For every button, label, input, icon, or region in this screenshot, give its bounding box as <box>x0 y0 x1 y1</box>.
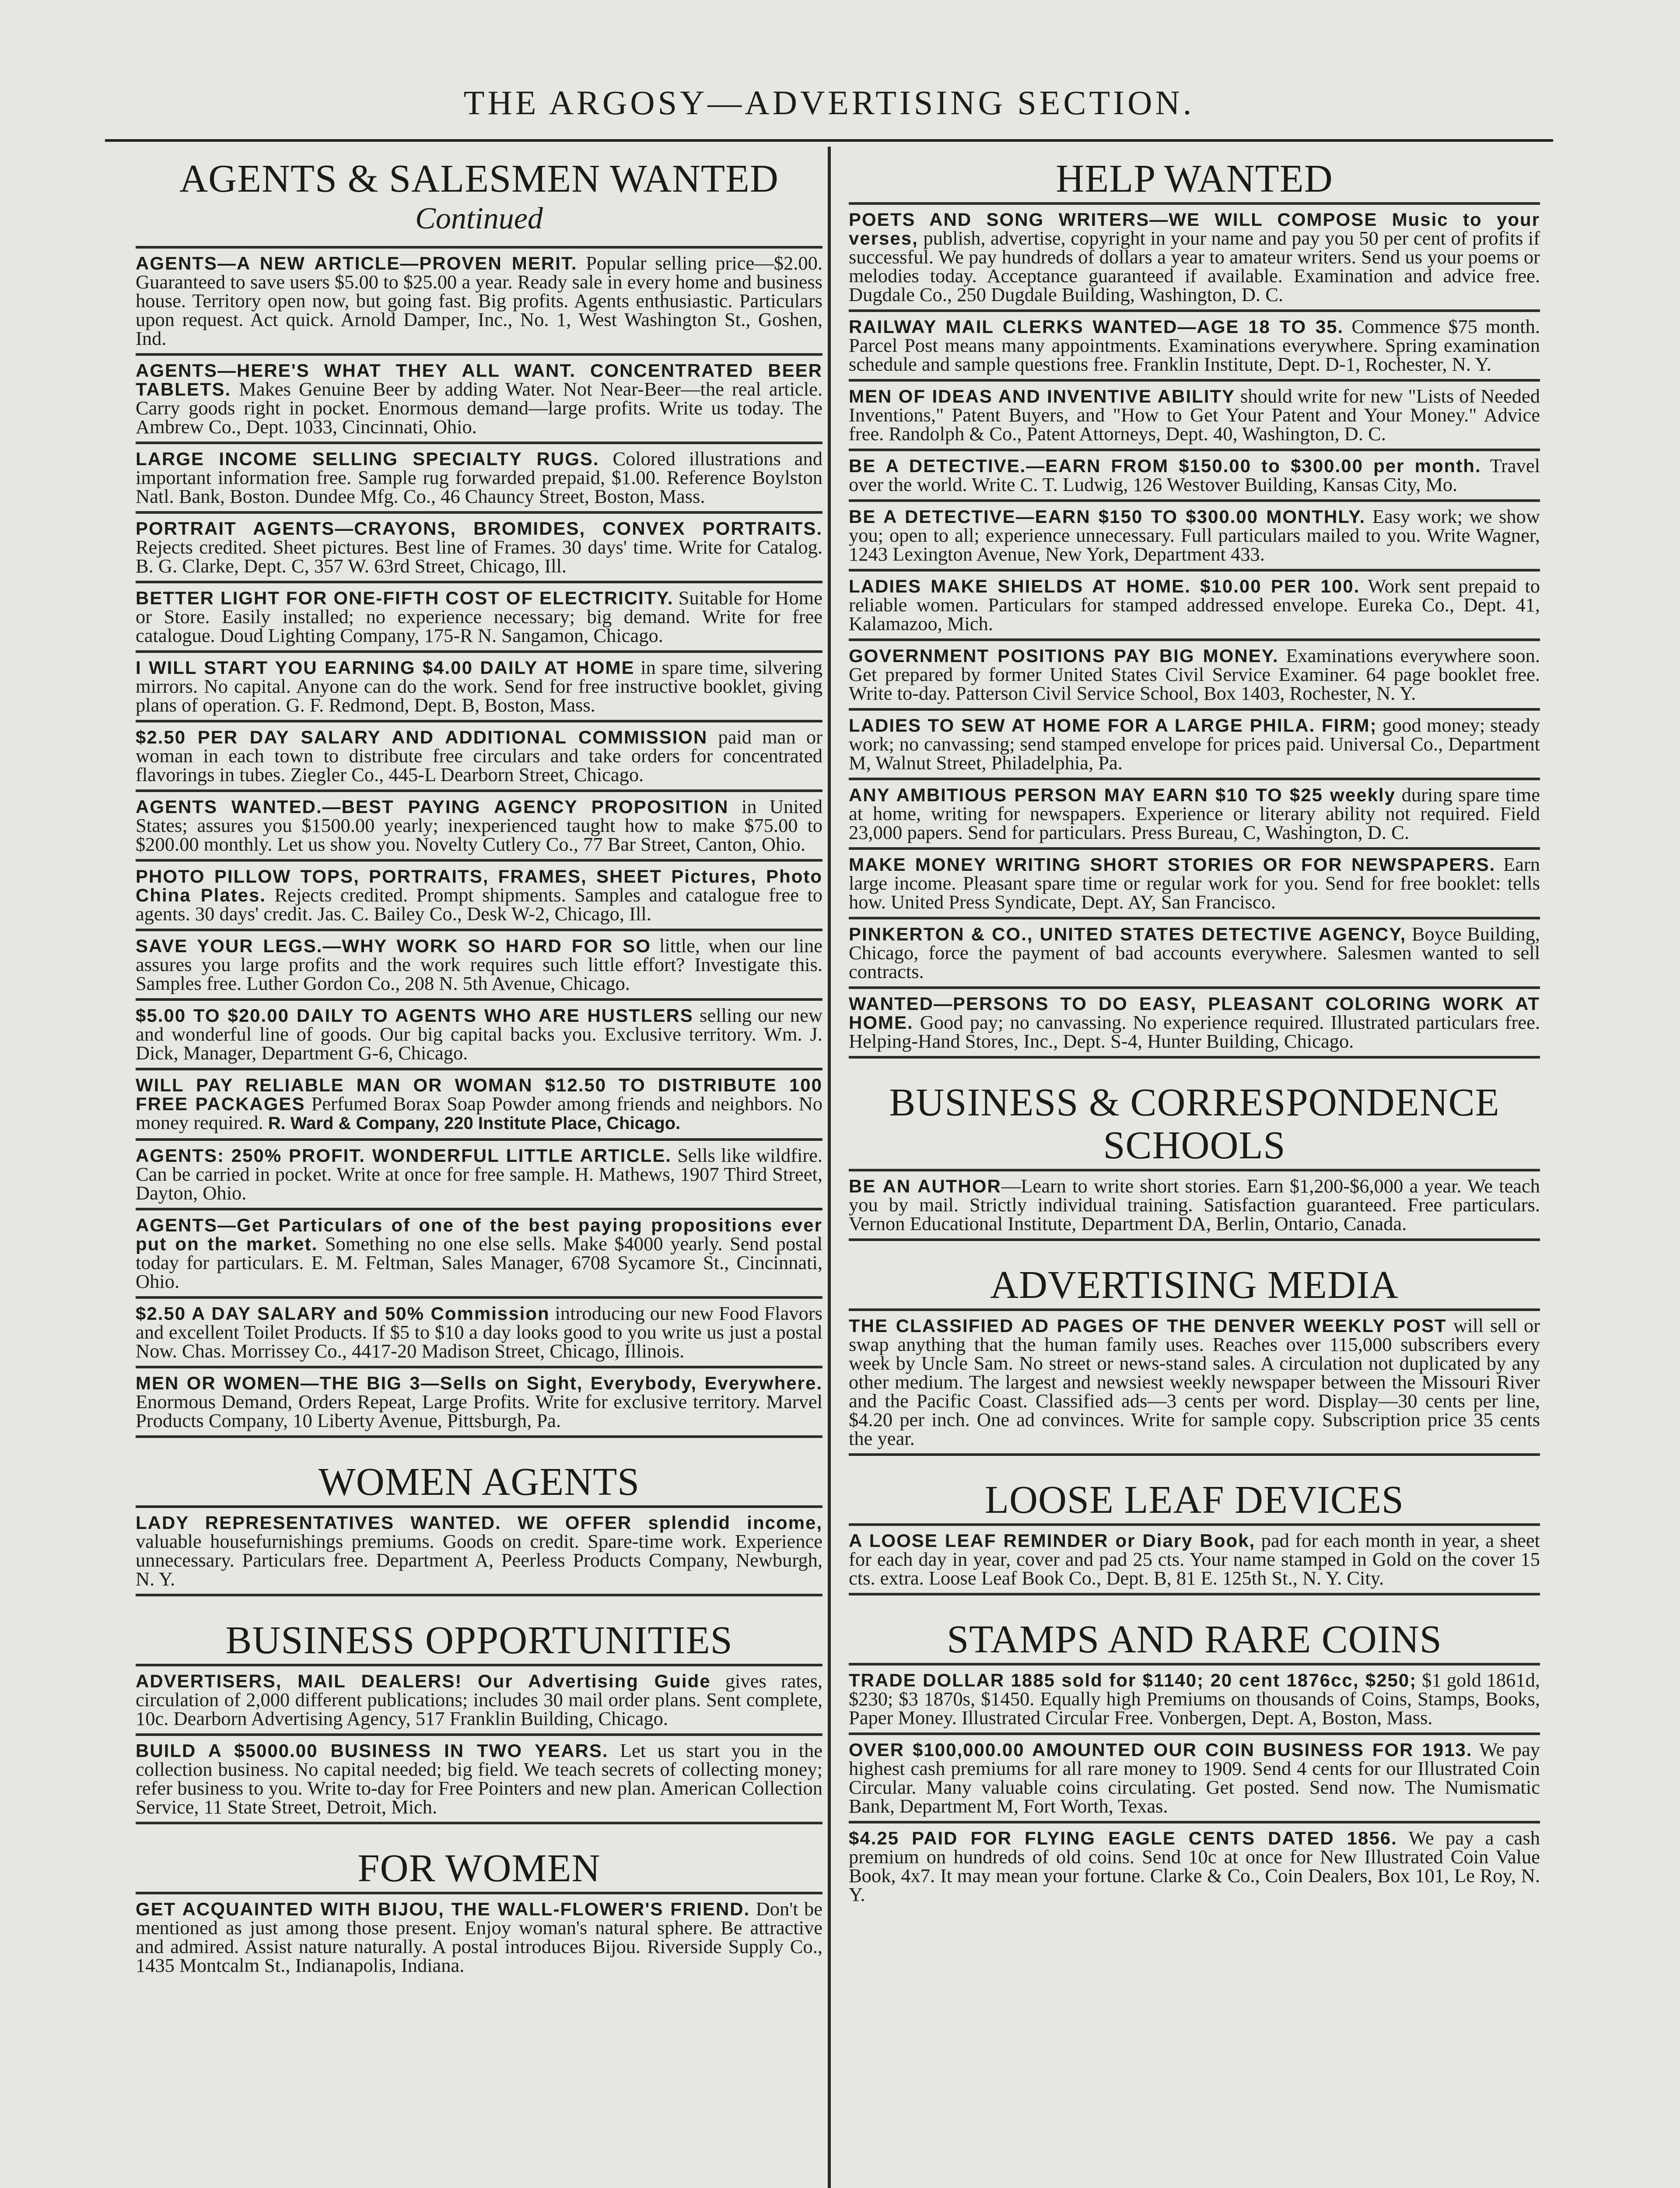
ad-listing <box>849 847 1540 917</box>
ad-lead: AGENTS—HERE'S WHAT THEY ALL WANT. CONCENTRATED BEER TABLETS. <box>136 360 822 400</box>
ad-lead: LADIES TO SEW AT HOME FOR A LARGE PHILA. FIRM; <box>849 715 1377 736</box>
ad-listing <box>136 1208 822 1296</box>
right-column <box>849 153 1540 2188</box>
ad-body: will sell or swap anything that the human family uses. Reaches over 115,000 subscribers every week by Uncle Sam. No street or news-stand sales. A circulation not duplicated by any other medium. The largest and newsiest weekly newspaper between the Missouri River and the Pacific Coast. Classified ads—3 cents per word. Display—30 cents per line, $4.20 per inch. One ad convinces. Write for sample copy. Subscription price 35 cents the year. <box>849 1315 1540 1449</box>
ad-listing <box>849 986 1540 1056</box>
ad-body: good money; steady work; no canvassing; send stamped envelope for prices paid. Universal Co., Department M, Walnut Street, Philadelphia, Pa. <box>849 714 1540 774</box>
section-title: BUSINESS & CORRESPONDENCE SCHOOLS <box>889 1081 1500 1167</box>
ad-body: little, when our line assures you large profits and the work requires such little effort? Investigate this. Samples free. Luther Gordon Co., 208 N. 5th Avenue, Chicago. <box>136 935 822 994</box>
section-subtitle: Continued <box>415 202 543 235</box>
section-help-wanted <box>849 158 1540 1056</box>
ad-body: selling our new and wonderful line of goods. Our big capital backs you. Exclusive territory. Wm. J. Dick, Manager, Department G-6, Chicago. <box>136 1004 822 1064</box>
ad-lead: WANTED—PERSONS TO DO EASY, PLEASANT COLORING WORK AT HOME. <box>849 993 1540 1033</box>
ad-body: $1 gold 1861d, $230; $3 1870s, $1450. Equally high Premiums on thousands of Coins, Stamps, Books, Paper Money. Illustrated Circular Free. Vonbergen, Dept. A, Boston, Mass. <box>849 1669 1540 1729</box>
ad-lead: BE AN AUTHOR <box>849 1176 1001 1196</box>
ad-lead: MAKE MONEY WRITING SHORT STORIES OR FOR NEWSPAPERS. <box>849 854 1496 875</box>
ad-body: Commence $75 month. Parcel Post means many appointments. Examinations everywhere. Spring examination schedule and sample questions free. Franklin Institute, Dept. D-1, Rochester, N. Y. <box>849 316 1540 375</box>
ad-listing <box>849 1523 1540 1593</box>
ad-body: Work sent prepaid to reliable women. Particulars for stamped addressed envelope. Eureka Co., Dept. 41, Kalamazoo, Mich. <box>849 575 1540 635</box>
section-business-opportunities <box>136 1594 822 1822</box>
ad-listing <box>136 1733 822 1822</box>
ad-lead: $4.25 PAID FOR FLYING EAGLE CENTS DATED 1856. <box>849 1828 1397 1848</box>
ad-body: Let us start you in the collection business. No capital needed; big field. We teach secrets of collecting money; refer business to you. Write to-day for Free Pointers and new plan. American Collection Service, 11 State Street, Detroit, Mich. <box>136 1739 822 1818</box>
ad-listing <box>849 449 1540 499</box>
ad-tail: R. Ward & Company, 220 Institute Place, Chicago. <box>268 1114 681 1133</box>
ad-listing <box>136 929 822 998</box>
ad-body: Travel over the world. Write C. T. Ludwig, 126 Westover Building, Kansas City, Mo. <box>849 455 1540 495</box>
ad-listing <box>849 638 1540 708</box>
ad-listing <box>849 1732 1540 1821</box>
ad-listing <box>849 778 1540 847</box>
ad-listing <box>136 353 822 442</box>
ad-listing <box>849 1821 1540 1909</box>
ad-listing <box>136 859 822 929</box>
ad-lead: $5.00 TO $20.00 DAILY TO AGENTS WHO ARE HUSTLERS <box>136 1005 693 1026</box>
ad-listing <box>136 581 822 650</box>
ad-lead: GOVERNMENT POSITIONS PAY BIG MONEY. <box>849 645 1279 666</box>
ad-lead: AGENTS—A NEW ARTICLE—PROVEN MERIT. <box>136 253 578 274</box>
section-title: LOOSE LEAF DEVICES <box>985 1478 1404 1522</box>
ad-lead: RAILWAY MAIL CLERKS WANTED—AGE 18 TO 35. <box>849 316 1344 337</box>
ad-listing <box>849 569 1540 638</box>
section-title: AGENTS & SALESMEN WANTED <box>179 157 779 200</box>
ad-body: Suitable for Home or Store. Easily installed; no experience necessary; big demand. Write for free catalogue. Doud Lighting Company, 175-R N. Sangamon, Chicago. <box>136 587 822 646</box>
header-rule <box>105 139 1553 142</box>
ad-lead: TRADE DOLLAR 1885 sold for $1140; 20 cent 1876cc, $250; <box>849 1670 1417 1690</box>
ad-body: Makes Genuine Beer by adding Water. Not Near-Beer—the real article. Carry goods right in pocket. Enormous demand—large profits. Write us today. The Ambrew Co., Dept. 1033, Cincinnati, Ohio. <box>136 378 822 438</box>
ad-body: Easy work; we show you; open to all; experience unnecessary. Full particulars mailed to you. Write Wagner, 1243 Lexington Avenue, New York, Department 433. <box>849 505 1540 565</box>
section-for-women <box>136 1822 822 1980</box>
ad-body: in spare time, silvering mirrors. No capital. Anyone can do the work. Send for free instructive booklet, giving plans of operation. G. F. Redmond, Dept. B, Boston, Mass. <box>136 656 822 716</box>
ad-listing <box>136 1296 822 1366</box>
ad-listing <box>136 1505 822 1594</box>
ad-body: Don't be mentioned as just among those present. Enjoy woman's natural sphere. Be attractive and admired. Assist nature naturally. A postal introduces Bijou. Riverside Supply Co., 1435 Montcalm St., Indianapolis, Indiana. <box>136 1898 822 1976</box>
ad-body: Examinations everywhere soon. Get prepared by former United States Civil Service Examiner. 64 page booklet free. Write to-day. Patterson Civil Service School, Box 1403, Rochester, N. Y. <box>849 645 1540 704</box>
section-agents-salesmen-wanted <box>136 158 822 1435</box>
ad-listing <box>136 1664 822 1733</box>
ad-body: Rejects credited. Sheet pictures. Best line of Frames. 30 days' time. Write for Catalog. B. G. Clarke, Dept. C, 357 W. 63rd Street, Chicago, Ill. <box>136 536 822 577</box>
ad-listing <box>849 1169 1540 1238</box>
ad-body: Boyce Building, Chicago, force the payment of bad accounts everywhere. Salesmen wanted to sell contracts. <box>849 923 1540 982</box>
ad-listing <box>849 1308 1540 1453</box>
ad-lead: AGENTS—Get Particulars of one of the best paying propositions ever put on the market. <box>136 1215 822 1254</box>
ad-body: Popular selling price—$2.00. Guaranteed to save users $5.00 to $25.00 a year. Ready sale in every home and business house. Territory open now, but going fast. Big profits. Agents enthusiastic. Particulars upon request. Act quick. Arnold Damper, Inc., No. 1, West Washington St., Goshen, Ind. <box>136 252 822 349</box>
ad-listing <box>136 1068 822 1138</box>
ad-listing <box>136 720 822 789</box>
ad-body: in United States; assures you $1500.00 yearly; inexperienced taught how to make $75.00 to $200.00 monthly. Let us show you. Novelty Cutlery Co., 77 Bar Street, Canton, Ohio. <box>136 796 822 855</box>
ad-lead: A LOOSE LEAF REMINDER or Diary Book, <box>849 1530 1256 1551</box>
section-title: FOR WOMEN <box>357 1847 601 1890</box>
ad-listing <box>136 246 822 353</box>
ad-body: We pay a cash premium on hundreds of old coins. Send 10c at once for New Illustrated Coin Value Book, 4x7. It may mean your fortune. Clarke & Co., Coin Dealers, Box 101, Le Roy, N. Y. <box>849 1827 1540 1905</box>
ad-lead: PINKERTON & CO., UNITED STATES DETECTIVE AGENCY, <box>849 924 1407 944</box>
ad-body: Sells like wildfire. Can be carried in pocket. Write at once for free sample. H. Mathews, 1907 Third Street, Dayton, Ohio. <box>136 1144 822 1204</box>
ad-body: Good pay; no canvassing. No experience required. Illustrated particulars free. Helping-Hand Stores, Inc., Dept. S-4, Hunter Building, Chicago. <box>849 1011 1540 1052</box>
ad-lead: ANY AMBITIOUS PERSON MAY EARN $10 TO $25 weekly <box>849 785 1396 805</box>
ad-lead: BE A DETECTIVE.—EARN FROM $150.00 to $300.00 per month. <box>849 456 1481 476</box>
ad-lead: ADVERTISERS, MAIL DEALERS! Our Advertising Guide <box>136 1671 711 1691</box>
ad-body: valuable housefurnishings premiums. Goods on credit. Spare-time work. Experience unnecessary. Particulars free. Department A, Peerless Products Company, Newburgh, N. Y. <box>136 1530 822 1590</box>
ad-body: —Learn to write short stories. Earn $1,200-$6,000 a year. We teach you by mail. Strictly individual training. Satisfaction guaranteed. Free particulars. Vernon Educational Institute, Department DA, Berlin, Ontario, Canada. <box>849 1175 1540 1234</box>
ad-listing <box>849 499 1540 569</box>
ad-lead: PORTRAIT AGENTS—CRAYONS, BROMIDES, CONVEX PORTRAITS. <box>136 518 822 539</box>
section-title: ADVERTISING MEDIA <box>990 1263 1399 1307</box>
section-title: HELP WANTED <box>1056 157 1333 200</box>
ad-body: We pay highest cash premiums for all rare money to 1909. Send 4 cents for our Illustrated Coin Circular. Many valuable coins circulating. Get posted. Send now. The Numismatic Bank, Department M, Fort Worth, Texas. <box>849 1739 1540 1817</box>
ad-body: introducing our new Food Flavors and excellent Toilet Products. If $5 to $10 a day looks good to you write us just a postal Now. Chas. Morrissey Co., 4417-20 Madison Street, Chicago, Illinois. <box>136 1302 822 1362</box>
section-women-agents <box>136 1435 822 1594</box>
ad-body: pad for each month in year, a sheet for each day in year, cover and pad 25 cts. Your name stamped in Gold on the cover 15 cts. extra. Loose Leaf Book Co., Dept. B, 81 E. 125th St., N. Y. City. <box>849 1529 1540 1589</box>
ad-lead: MEN OR WOMEN—THE BIG 3—Sells on Sight, Everybody, Everywhere. <box>136 1373 822 1393</box>
ad-body: Enormous Demand, Orders Repeat, Large Profits. Write for exclusive territory. Marvel Products Company, 10 Liberty Avenue, Pittsburgh, Pa. <box>136 1391 822 1431</box>
ad-body: should write for new "Lists of Needed Inventions," Patent Buyers, and "How to Get Your Patent and Your Money." Advice free. Randolph & Co., Patent Attorneys, Dept. 40, Washington, D. C. <box>849 385 1540 445</box>
ad-lead: POETS AND SONG WRITERS—WE WILL COMPOSE Music to your verses, <box>849 209 1540 249</box>
ad-listing <box>136 650 822 720</box>
section-business-correspondence-schools <box>849 1056 1540 1238</box>
section-advertising-media <box>849 1238 1540 1453</box>
ad-lead: WILL PAY RELIABLE MAN OR WOMAN $12.50 TO DISTRIBUTE 100 FREE PACKAGES <box>136 1075 822 1114</box>
ad-listing <box>136 1366 822 1435</box>
ad-lead: MEN OF IDEAS AND INVENTIVE ABILITY <box>849 386 1236 407</box>
ad-lead: AGENTS WANTED.—BEST PAYING AGENCY PROPOSITION <box>136 796 729 817</box>
ad-listing <box>136 511 822 581</box>
left-column <box>136 153 822 2188</box>
ad-listing <box>849 309 1540 379</box>
column-divider <box>828 147 831 2188</box>
ad-lead: OVER $100,000.00 AMOUNTED OUR COIN BUSINESS FOR 1913. <box>849 1739 1473 1760</box>
ad-listing <box>849 202 1540 309</box>
ad-body: Perfumed Borax Soap Powder among friends and neighbors. No money required. <box>136 1093 822 1133</box>
ad-body: publish, advertise, copyright in your name and pay you 50 per cent of profits if successful. We pay hundreds of dollars a year to amateur writers. Send us your poems or melodies today. Acceptance guaranteed if available. Examination and advice free. Dugdale Co., 250 Dugdale Building, Washington, D. C. <box>849 227 1540 305</box>
section-stamps-and-rare-coins <box>849 1593 1540 1909</box>
ad-lead: GET ACQUAINTED WITH BIJOU, THE WALL-FLOWER'S FRIEND. <box>136 1899 750 1919</box>
ad-listing <box>136 998 822 1068</box>
ad-listing <box>849 1663 1540 1732</box>
ad-body: Colored illustrations and important information free. Sample rug forwarded prepaid, $1.00. Reference Boylston Natl. Bank, Boston. Dundee Mfg. Co., 46 Chauncy Street, Boston, Mass. <box>136 448 822 507</box>
ad-listing <box>849 917 1540 986</box>
ad-lead: $2.50 A DAY SALARY and 50% Commission <box>136 1303 550 1324</box>
ad-lead: PHOTO PILLOW TOPS, PORTRAITS, FRAMES, SHEET Pictures, Photo China Plates. <box>136 866 822 905</box>
ad-listing <box>136 1892 822 1980</box>
section-title: WOMEN AGENTS <box>318 1460 640 1504</box>
ad-lead: I WILL START YOU EARNING $4.00 DAILY AT HOME <box>136 657 635 678</box>
ad-listing <box>136 789 822 859</box>
ad-body: Something no one else sells. Make $4000 yearly. Send postal today for particulars. E. M. Feltman, Sales Manager, 6708 Sycamore St., Cincinnati, Ohio. <box>136 1233 822 1292</box>
ad-lead: LADIES MAKE SHIELDS AT HOME. $10.00 PER 100. <box>849 576 1360 596</box>
ad-body: Rejects credited. Prompt shipments. Samples and catalogue free to agents. 30 days' credit. Jas. C. Bailey Co., Desk W-2, Chicago, Ill. <box>136 884 822 925</box>
section-title: STAMPS AND RARE COINS <box>947 1618 1442 1661</box>
ad-lead: BUILD A $5000.00 BUSINESS IN TWO YEARS. <box>136 1740 609 1761</box>
ad-lead: SAVE YOUR LEGS.—WHY WORK SO HARD FOR SO <box>136 936 651 956</box>
ad-lead: LADY REPRESENTATIVES WANTED. WE OFFER splendid income, <box>136 1512 822 1533</box>
ad-listing <box>136 442 822 511</box>
section-loose-leaf-devices <box>849 1453 1540 1593</box>
section-title: BUSINESS OPPORTUNITIES <box>225 1619 733 1662</box>
ad-lead: THE CLASSIFIED AD PAGES OF THE DENVER WEEKLY POST <box>849 1315 1447 1336</box>
ad-body: Earn large income. Pleasant spare time or regular work for you. Send for free booklet: tells how. United Press Syndicate, Dept. AY, San Francisco. <box>849 853 1540 913</box>
ad-listing <box>136 1138 822 1208</box>
ad-listing <box>849 708 1540 778</box>
ad-body: during spare time at home, writing for newspapers. Experience or literary ability not required. Field 23,000 papers. Send for particulars. Press Bureau, C, Washington, D. C. <box>849 784 1540 843</box>
ad-lead: AGENTS: 250% PROFIT. WONDERFUL LITTLE ARTICLE. <box>136 1145 672 1166</box>
page-header: THE ARGOSY—ADVERTISING SECTION. <box>463 84 1195 122</box>
ad-body: paid man or woman in each town to distribute free circulars and take orders for concentrated flavorings in tubes. Ziegler Co., 445-L Dearborn Street, Chicago. <box>136 726 822 785</box>
ad-body: gives rates, circulation of 2,000 different publications; includes 30 mail order plans. Sent complete, 10c. Dearborn Advertising Agency, 517 Franklin Building, Chicago. <box>136 1670 822 1729</box>
ad-lead: LARGE INCOME SELLING SPECIALTY RUGS. <box>136 449 599 469</box>
ad-listing <box>849 379 1540 449</box>
ad-lead: $2.50 PER DAY SALARY AND ADDITIONAL COMMISSION <box>136 727 708 747</box>
ad-lead: BE A DETECTIVE—EARN $150 TO $300.00 MONTHLY. <box>849 506 1366 527</box>
ad-lead: BETTER LIGHT FOR ONE-FIFTH COST OF ELECTRICITY. <box>136 588 674 608</box>
